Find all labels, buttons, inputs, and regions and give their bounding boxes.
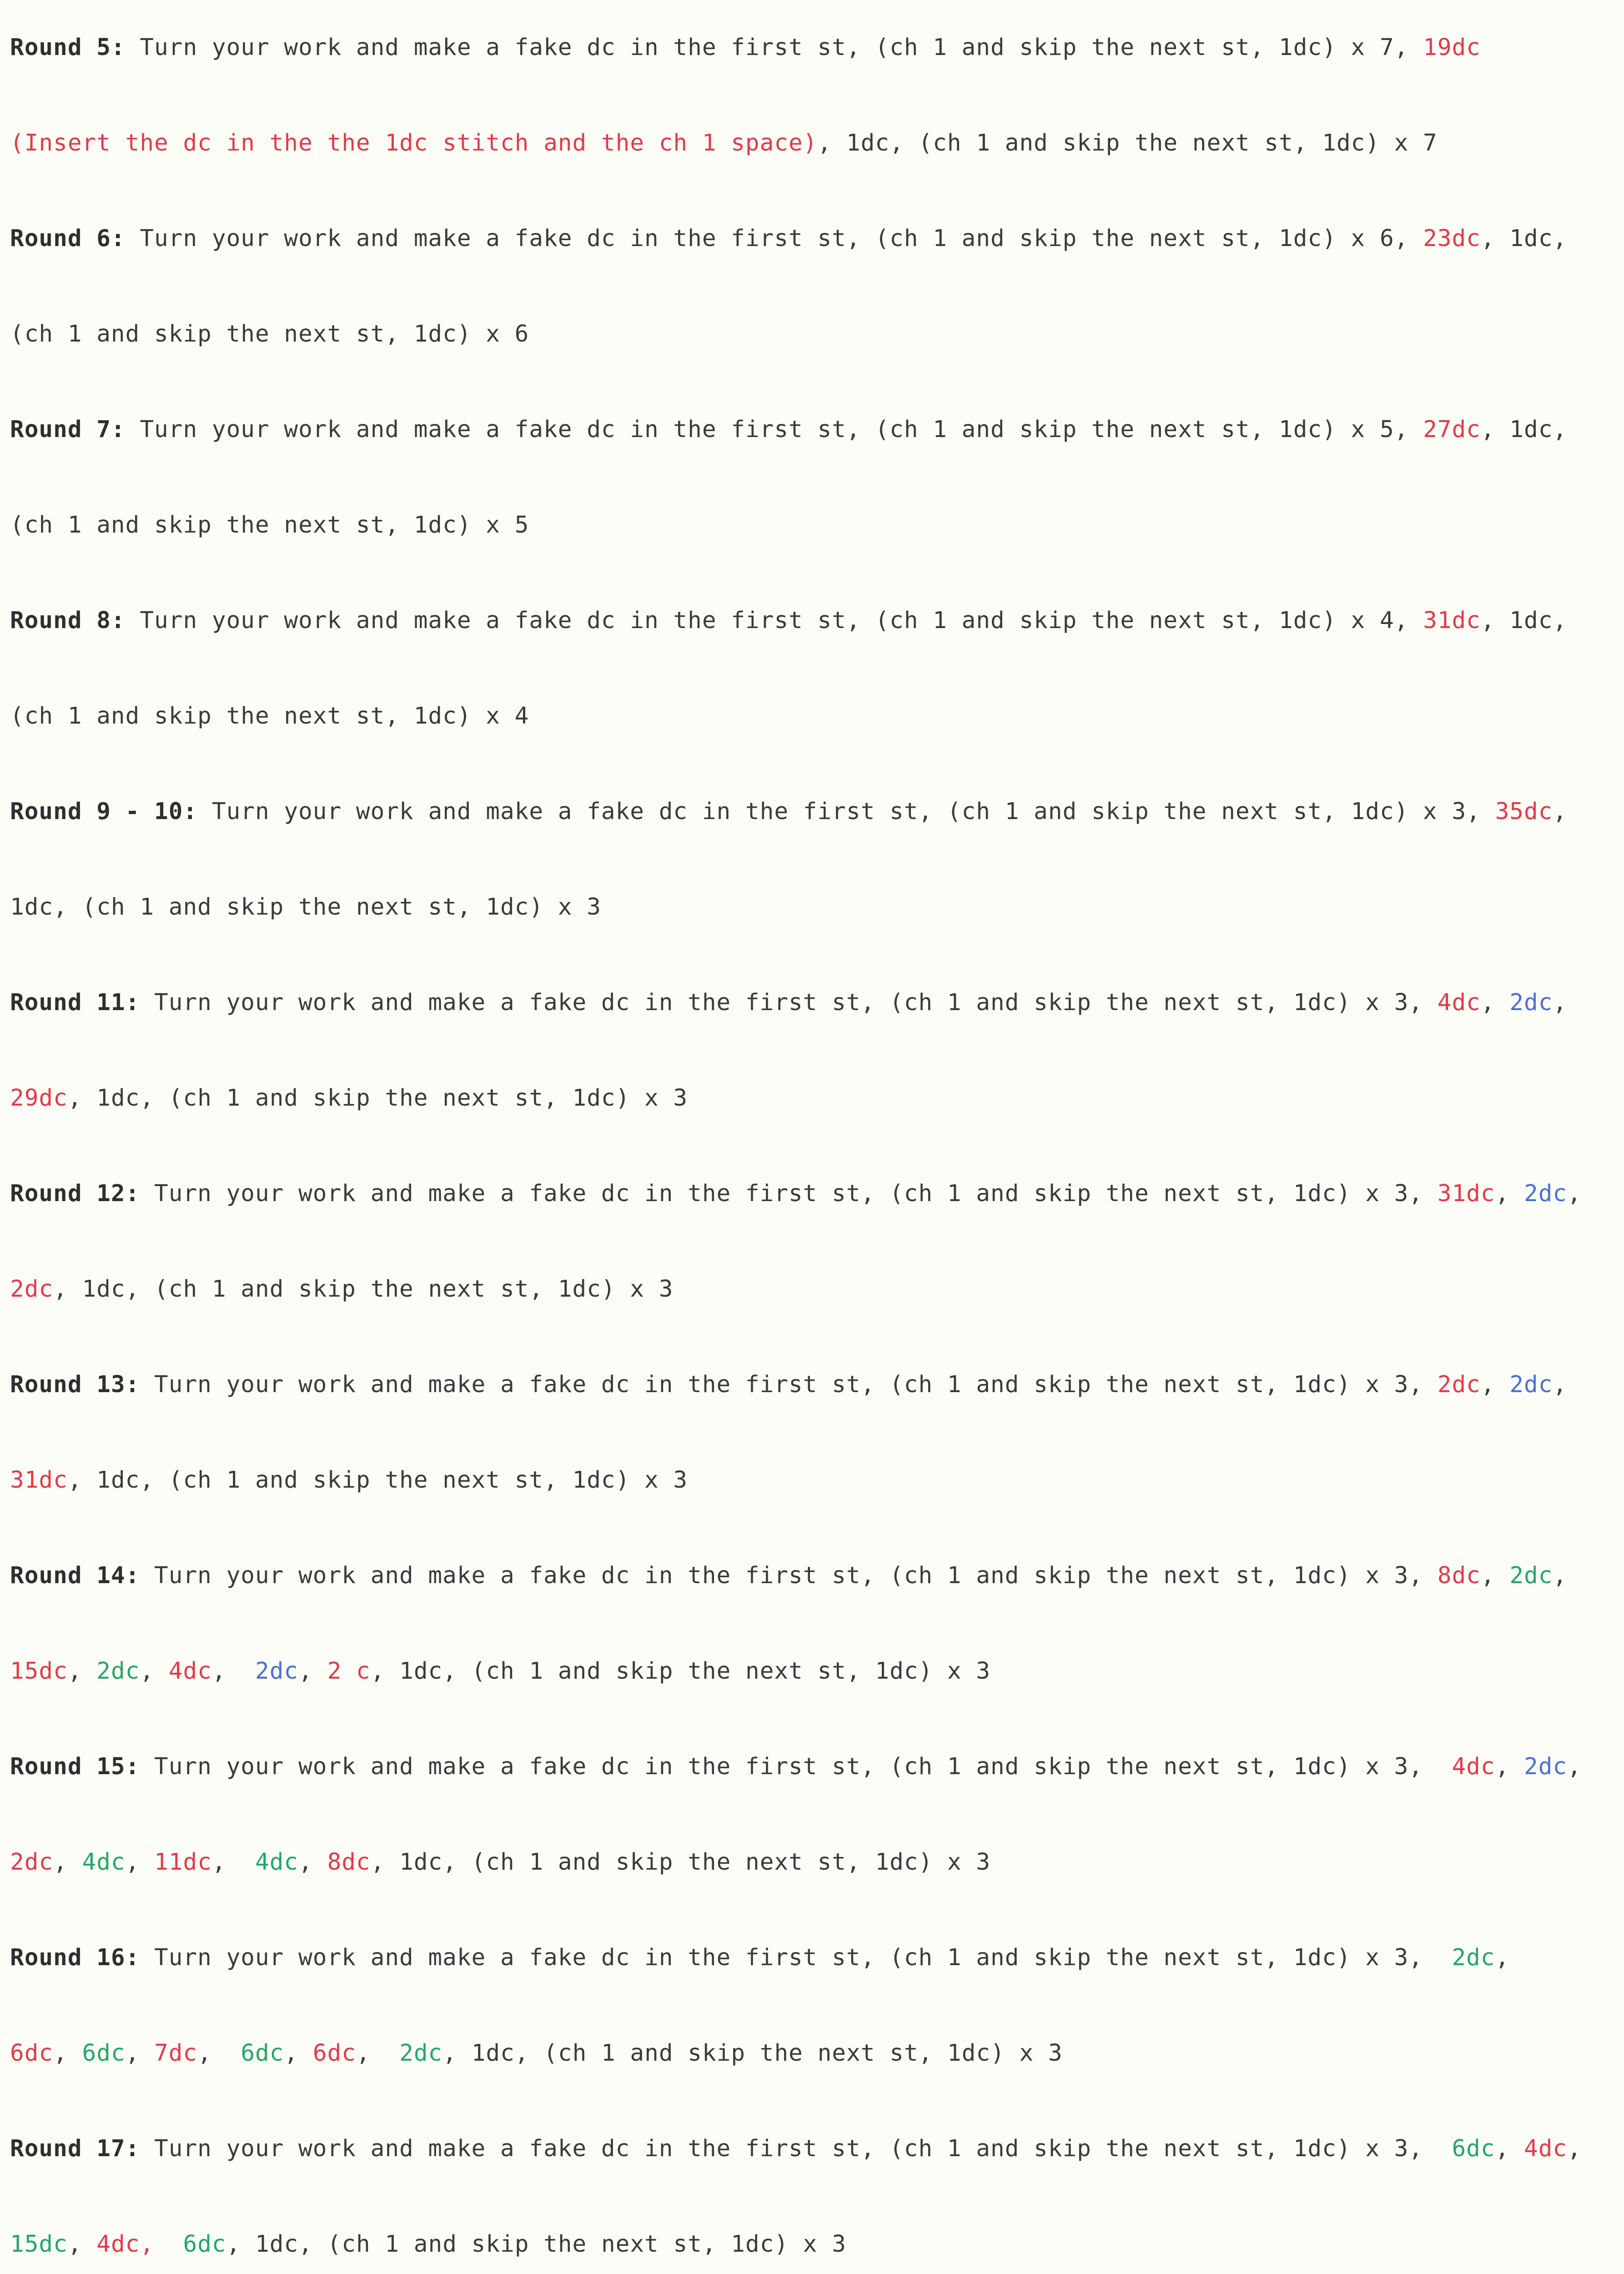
green-stitch-count: 6dc (241, 2040, 284, 2067)
green-stitch-count: 6dc (183, 2231, 226, 2258)
instruction-text: , 1dc, (ch 1 and skip the next st, 1dc) x 3 (442, 2040, 1063, 2067)
crochet-pattern-document (10, 0, 1615, 2274)
pattern-line (10, 1910, 1615, 2006)
round-label: Round 16: (10, 1944, 140, 1971)
instruction-text: , (1553, 989, 1568, 1016)
pattern-line (10, 1337, 1615, 1433)
instruction-text: , (125, 1849, 155, 1876)
instruction-text: , (1495, 1944, 1510, 1971)
red-stitch-count: 4dc (1437, 989, 1481, 1016)
red-stitch-count: (Insert the dc in the the 1dc stitch and the ch 1 space) (10, 130, 818, 156)
instruction-text: Turn your work and make a fake dc in the first st, (ch 1 and skip the next st, 1dc) x 3, (140, 1944, 1452, 1971)
red-stitch-count: 35dc (1495, 798, 1553, 825)
instruction-text: Turn your work and make a fake dc in the first st, (ch 1 and skip the next st, 1dc) x 4, (125, 607, 1423, 634)
pattern-line (10, 955, 1615, 1051)
pattern-line (10, 1528, 1615, 1624)
instruction-text: (ch 1 and skip the next st, 1dc) x 4 (10, 703, 529, 729)
round-label: Round 14: (10, 1562, 140, 1589)
pattern-line (10, 1051, 1615, 1146)
green-stitch-count: 2dc (96, 1658, 140, 1685)
instruction-text: , (356, 2040, 400, 2067)
instruction-text: , (211, 1849, 256, 1876)
instruction-text: , 1dc, (ch 1 and skip the next st, 1dc) x 3 (53, 1276, 674, 1303)
instruction-text: Turn your work and make a fake dc in the first st, (ch 1 and skip the next st, 1dc) x 3, (140, 1180, 1438, 1207)
instruction-text: Turn your work and make a fake dc in the first st, (ch 1 and skip the next st, 1dc) x 3, (140, 2135, 1452, 2162)
blue-stitch-count: 2dc (1509, 1371, 1553, 1398)
pattern-line (10, 478, 1615, 573)
instruction-text: Turn your work and make a fake dc in the first st, (ch 1 and skip the next st, 1dc) x 7, (125, 34, 1423, 61)
red-stitch-count: 2dc (10, 1849, 54, 1876)
instruction-text: , (1495, 1753, 1524, 1780)
instruction-text: , (67, 2231, 97, 2258)
instruction-text: , (1480, 1371, 1510, 1398)
instruction-text: , (53, 1849, 82, 1876)
instruction-text: Turn your work and make a fake dc in the first st, (ch 1 and skip the next st, 1dc) x 6, (125, 225, 1423, 252)
blue-stitch-count: 2dc (1524, 1753, 1568, 1780)
instruction-text: , 1dc, (ch 1 and skip the next st, 1dc) x 3 (67, 1085, 688, 1112)
red-stitch-count: 11dc (154, 1849, 212, 1876)
green-stitch-count: 4dc (82, 1849, 126, 1876)
round-label: Round 12: (10, 1180, 140, 1207)
round-label: Round 6: (10, 225, 126, 252)
instruction-text: , (1567, 2135, 1582, 2162)
green-stitch-count: 6dc (82, 2040, 126, 2067)
pattern-line (10, 0, 1615, 96)
blue-stitch-count: 2dc (255, 1658, 299, 1685)
red-stitch-count: 31dc (1437, 1180, 1495, 1207)
pattern-line (10, 382, 1615, 478)
green-stitch-count: 4dc (255, 1849, 299, 1876)
green-stitch-count: 2dc (1509, 1562, 1553, 1589)
instruction-text: , (1495, 1180, 1524, 1207)
pattern-line (10, 287, 1615, 382)
instruction-text: 1dc, (ch 1 and skip the next st, 1dc) x 3 (10, 894, 601, 921)
red-stitch-count: 6dc (10, 2040, 54, 2067)
instruction-text: Turn your work and make a fake dc in the first st, (ch 1 and skip the next st, 1dc) x 3, (140, 1562, 1438, 1589)
instruction-text: , (125, 2040, 155, 2067)
pattern-line (10, 96, 1615, 191)
red-stitch-count: 8dc (1437, 1562, 1481, 1589)
red-stitch-count: 4dc (1452, 1753, 1495, 1780)
pattern-line (10, 2101, 1615, 2197)
instruction-text: , (1553, 1371, 1568, 1398)
pattern-line (10, 1719, 1615, 1815)
pattern-line (10, 764, 1615, 860)
pattern-line (10, 1815, 1615, 1910)
instruction-text: Turn your work and make a fake dc in the first st, (ch 1 and skip the next st, 1dc) x 3, (197, 798, 1495, 825)
pattern-line (10, 1433, 1615, 1528)
round-label: Round 11: (10, 989, 140, 1016)
red-stitch-count: 15dc (10, 1658, 68, 1685)
green-stitch-count: 6dc (1452, 2135, 1495, 2162)
instruction-text: , (67, 1658, 97, 1685)
instruction-text: Turn your work and make a fake dc in the first st, (ch 1 and skip the next st, 1dc) x 3, (140, 1371, 1438, 1398)
instruction-text: , 1dc, (ch 1 and skip the next st, 1dc) x 3 (370, 1658, 991, 1685)
instruction-text: , 1dc, (1480, 607, 1568, 634)
instruction-text: , 1dc, (ch 1 and skip the next st, 1dc) x 3 (370, 1849, 991, 1876)
round-label: Round 15: (10, 1753, 140, 1780)
pattern-line (10, 191, 1615, 287)
pattern-line (10, 860, 1615, 955)
red-stitch-count: 19dc (1423, 34, 1481, 61)
instruction-text: , 1dc, (1480, 416, 1568, 443)
red-stitch-count: 4dc (168, 1658, 212, 1685)
instruction-text: Turn your work and make a fake dc in the first st, (ch 1 and skip the next st, 1dc) x 3, (140, 1753, 1452, 1780)
instruction-text: , (1480, 1562, 1510, 1589)
red-stitch-count: 7dc (154, 2040, 198, 2067)
red-stitch-count: 29dc (10, 1085, 68, 1112)
red-stitch-count: 2dc (1437, 1371, 1481, 1398)
pattern-line (10, 1146, 1615, 1242)
round-label: Round 13: (10, 1371, 140, 1398)
blue-stitch-count: 2dc (1524, 1180, 1568, 1207)
instruction-text: , (284, 2040, 313, 2067)
instruction-text: Turn your work and make a fake dc in the first st, (ch 1 and skip the next st, 1dc) x 3, (140, 989, 1438, 1016)
instruction-text: , (197, 2040, 241, 2067)
instruction-text: , (1495, 2135, 1524, 2162)
instruction-text: , (1480, 989, 1510, 1016)
red-stitch-count: 6dc (312, 2040, 357, 2067)
red-stitch-count: 2dc (10, 1276, 54, 1303)
round-label: Round 17: (10, 2135, 140, 2162)
instruction-text: , 1dc, (ch 1 and skip the next st, 1dc) x 3 (67, 1467, 688, 1494)
pattern-line (10, 1624, 1615, 1719)
green-stitch-count: 2dc (1452, 1944, 1495, 1971)
instruction-text: , 1dc, (ch 1 and skip the next st, 1dc) x 7 (817, 130, 1438, 156)
pattern-line (10, 1242, 1615, 1337)
pattern-line (10, 669, 1615, 764)
instruction-text: , (140, 1658, 169, 1685)
red-stitch-count: 31dc (10, 1467, 68, 1494)
red-stitch-count: 2 c (327, 1658, 371, 1685)
instruction-text: , (53, 2040, 82, 2067)
instruction-text: , 1dc, (1480, 225, 1568, 252)
red-stitch-count: 4dc, (96, 2231, 155, 2258)
round-label: Round 5: (10, 34, 126, 61)
red-stitch-count: 8dc (327, 1849, 371, 1876)
instruction-text: , (1567, 1180, 1582, 1207)
instruction-text: (ch 1 and skip the next st, 1dc) x 6 (10, 321, 529, 347)
instruction-text: (ch 1 and skip the next st, 1dc) x 5 (10, 512, 529, 538)
instruction-text: , (211, 1658, 256, 1685)
instruction-text: , (298, 1849, 327, 1876)
pattern-line (10, 2197, 1615, 2274)
red-stitch-count: 23dc (1423, 225, 1481, 252)
green-stitch-count: 15dc (10, 2231, 68, 2258)
instruction-text: Turn your work and make a fake dc in the first st, (ch 1 and skip the next st, 1dc) x 5, (125, 416, 1423, 443)
blue-stitch-count: 2dc (1509, 989, 1553, 1016)
instruction-text (154, 2231, 183, 2258)
round-label: Round 8: (10, 607, 126, 634)
pattern-line (10, 573, 1615, 669)
red-stitch-count: 31dc (1423, 607, 1481, 634)
round-label: Round 7: (10, 416, 126, 443)
instruction-text: , (298, 1658, 327, 1685)
red-stitch-count: 4dc (1524, 2135, 1568, 2162)
green-stitch-count: 2dc (399, 2040, 443, 2067)
round-label: Round 9 - 10: (10, 798, 198, 825)
instruction-text: , (1567, 1753, 1582, 1780)
pattern-line (10, 2006, 1615, 2101)
instruction-text: , (1553, 798, 1568, 825)
instruction-text: , 1dc, (ch 1 and skip the next st, 1dc) x 3 (226, 2231, 846, 2258)
instruction-text: , (1553, 1562, 1568, 1589)
red-stitch-count: 27dc (1423, 416, 1481, 443)
